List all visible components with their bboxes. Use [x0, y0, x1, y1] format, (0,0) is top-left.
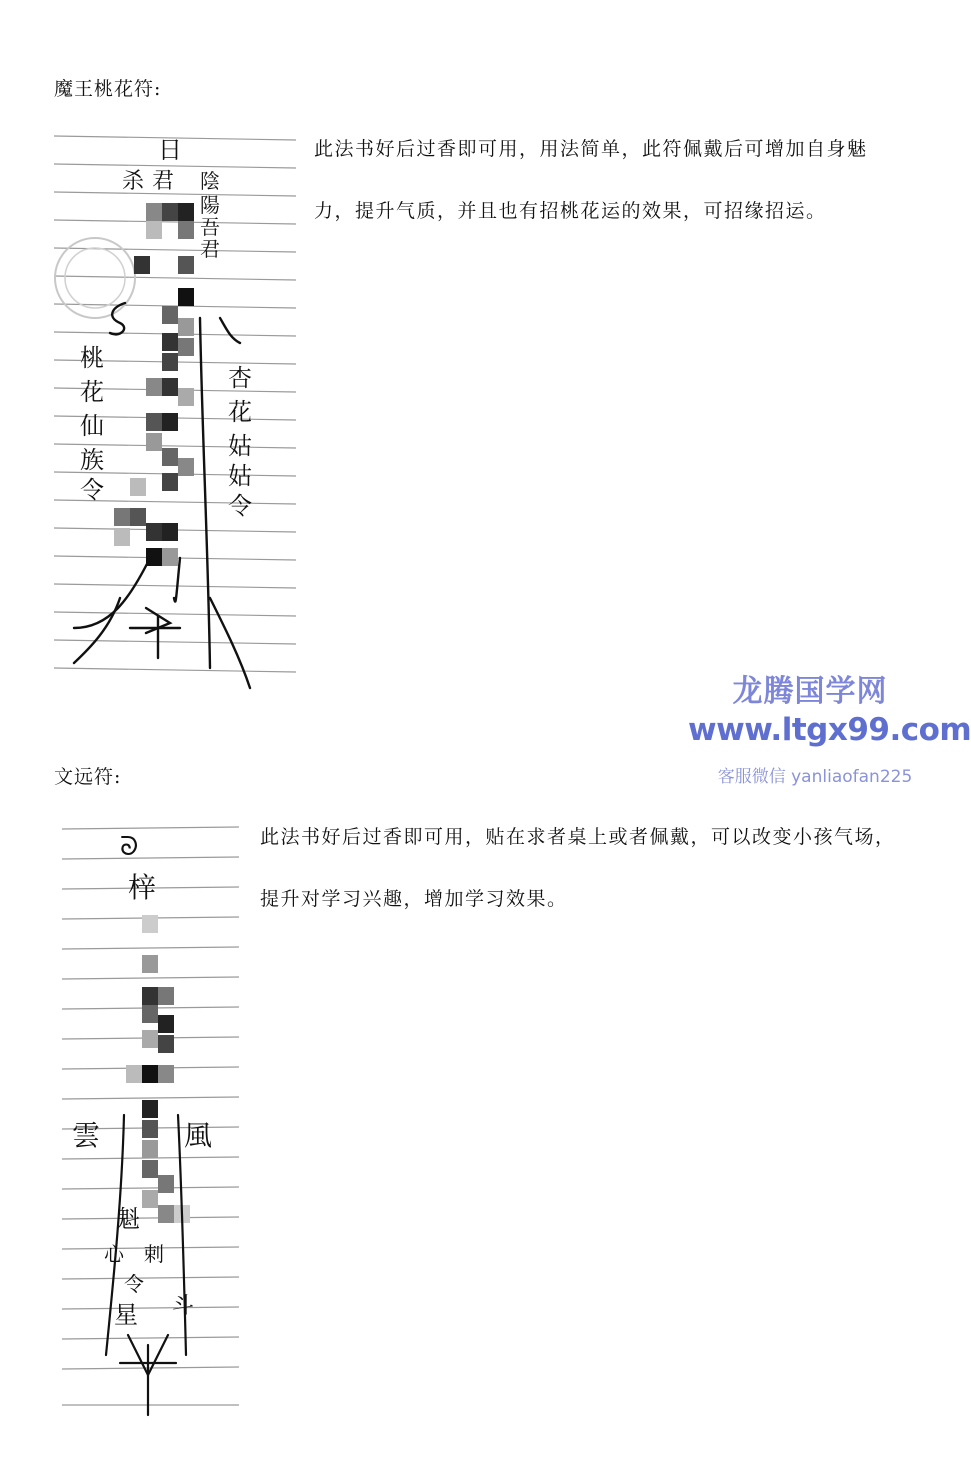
- watermark-wechat: 客服微信 yanliaofan225: [717, 767, 913, 787]
- svg-text:桃: 桃: [80, 344, 104, 372]
- svg-text:星: 星: [114, 1301, 138, 1329]
- svg-text:族: 族: [80, 446, 104, 474]
- svg-text:杀: 杀: [122, 169, 145, 194]
- svg-text:令: 令: [228, 492, 252, 520]
- svg-text:ᘐ: ᘐ: [120, 832, 139, 862]
- svg-text:魁: 魁: [116, 1205, 140, 1233]
- svg-text:花: 花: [228, 398, 252, 426]
- svg-text:姑: 姑: [228, 462, 252, 490]
- svg-text:君: 君: [200, 237, 220, 261]
- talisman-image-peach-blossom: [50, 128, 300, 696]
- watermark-site-name: 龙腾国学网: [732, 674, 888, 709]
- svg-text:花: 花: [80, 378, 104, 406]
- svg-text:陽: 陽: [200, 193, 220, 217]
- svg-text:姑: 姑: [228, 432, 252, 460]
- section-title-2: 文远符:: [54, 766, 122, 788]
- section-description-1: 此法书好后过香即可用，用法简单，此符佩戴后可增加自身魅力，提升气质，并且也有招桃花运的效果，可招缘招运。: [314, 138, 868, 222]
- svg-text:心: 心: [104, 1242, 124, 1266]
- talisman-image-wenyuan: [58, 815, 243, 1420]
- svg-text:陰: 陰: [200, 169, 220, 193]
- svg-text:令: 令: [124, 1272, 144, 1296]
- section-description-2: 此法书好后过香即可用，贴在求者桌上或者佩戴，可以改变小孩气场，提升对学习兴趣，增加学习效果。: [260, 826, 896, 910]
- svg-text:仙: 仙: [80, 412, 104, 440]
- svg-text:吾: 吾: [200, 215, 220, 239]
- svg-text:日: 日: [158, 136, 182, 164]
- svg-text:斗: 斗: [172, 1294, 195, 1319]
- svg-text:剌: 剌: [144, 1242, 164, 1266]
- svg-text:君: 君: [152, 169, 175, 194]
- svg-text:雲: 雲: [72, 1119, 101, 1152]
- svg-text:風: 風: [184, 1119, 213, 1152]
- svg-text:杏: 杏: [228, 364, 252, 392]
- svg-text:令: 令: [80, 476, 104, 504]
- watermark-url: www.ltgx99.com: [688, 712, 971, 748]
- svg-text:梓: 梓: [128, 871, 157, 904]
- section-title-1: 魔王桃花符:: [54, 78, 162, 100]
